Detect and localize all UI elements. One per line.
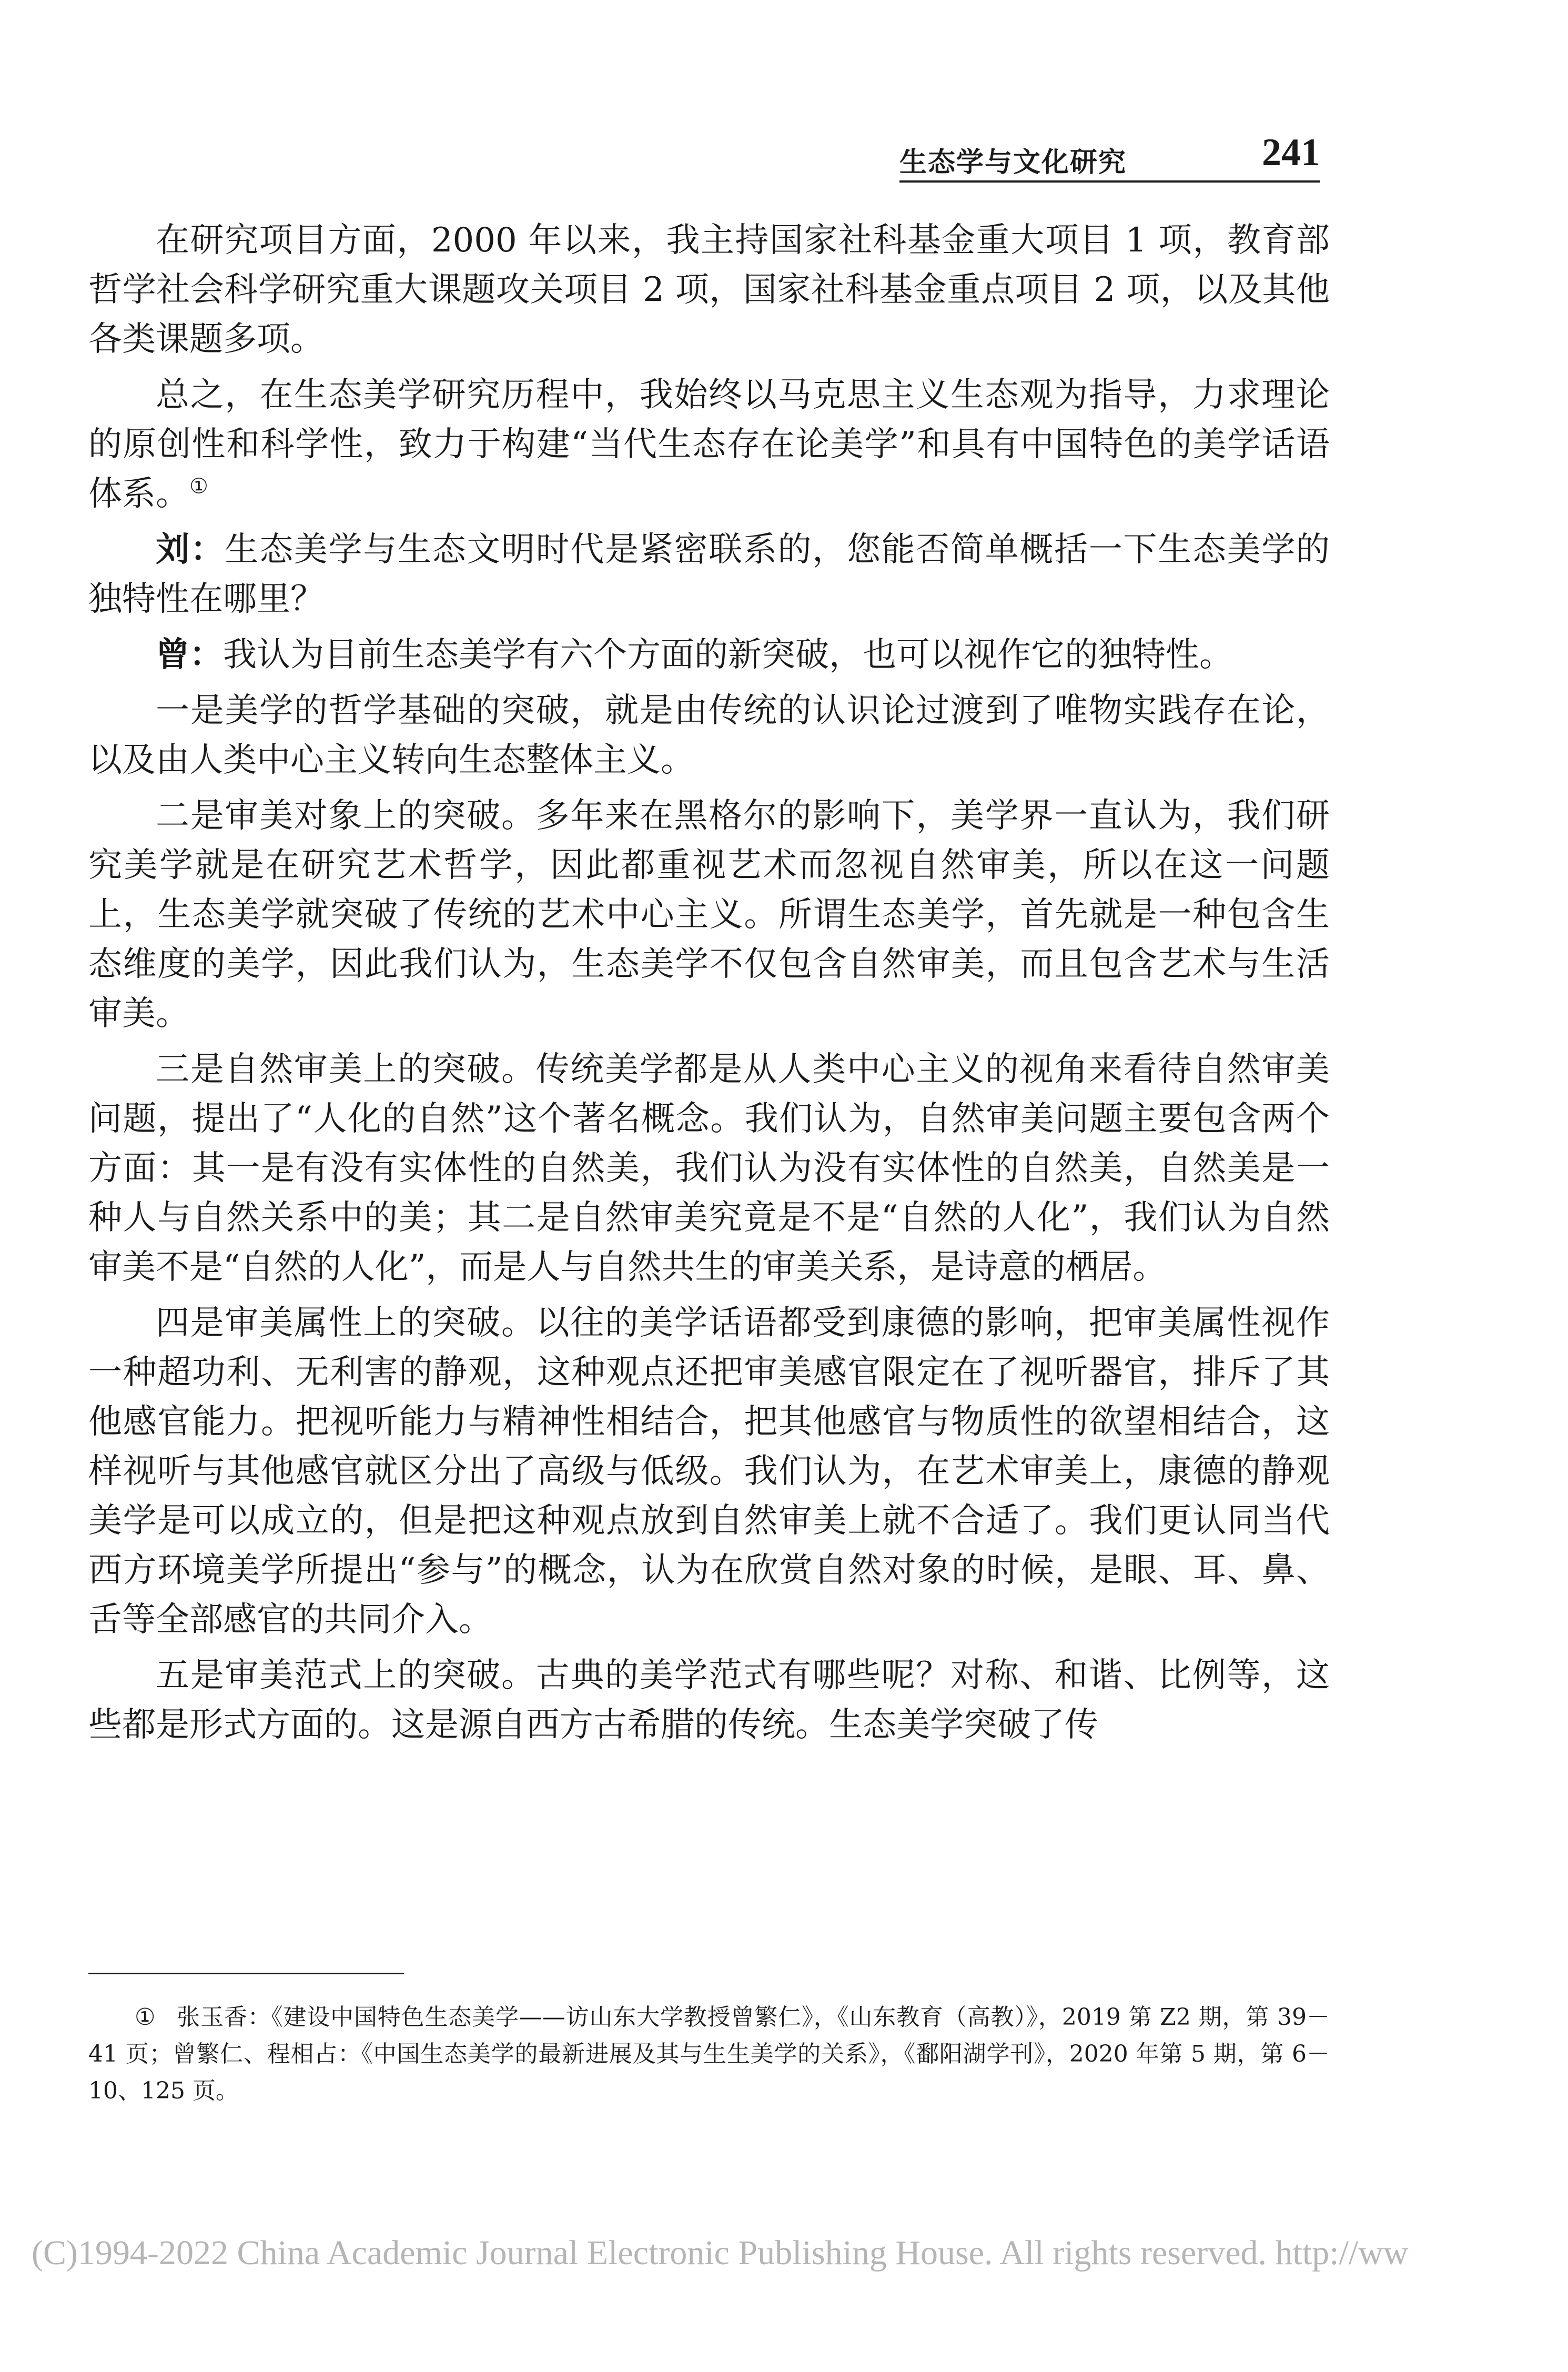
paragraph-summary-text: 总之，在生态美学研究历程中，我始终以马克思主义生态观为指导，力求理论的原创性和科学性，致力于构建“当代生态存在论美学”和具有中国特色的美学话语体系。 [88,376,1330,513]
paragraph-question [88,525,1330,624]
footnote-text: 张玉香：《建设中国特色生态美学——访山东大学教授曾繁仁》，《山东教育（高教）》，2019 第 Z2 期，第 39－41 页；曾繁仁、程相占：《中国生态美学的最新进展及其与生生美学的关系》，《鄱阳湖学刊》，2020 年第 5 期，第 6－10、125 页。 [88,2004,1330,2104]
paragraph-breakthrough-2: 二是审美对象上的突破。多年来在黑格尔的影响下，美学界一直认为，我们研究美学就是在研究艺术哲学，因此都重视艺术而忽视自然审美，所以在这一问题上，生态美学就突破了传统的艺术中心主义。所谓生态美学，首先就是一种包含生态维度的美学，因此我们认为，生态美学不仅包含自然审美，而且包含艺术与生活审美。 [88,796,1330,1033]
paragraph-breakthrough-3: 三是自然审美上的突破。传统美学都是从人类中心主义的视角来看待自然审美问题，提出了“人化的自然”这个著名概念。我们认为，自然审美问题主要包含两个方面：其一是有没有实体性的自然美，我们认为没有实体性的自然美，自然美是一种人与自然关系中的美；其二是自然审美究竟是不是“自然的人化”，我们认为自然审美不是“自然的人化”，而是人与自然共生的审美关系，是诗意的栖居。 [88,1050,1330,1287]
footnote-mark: ① [135,2004,156,2031]
paragraph-breakthrough-1: 一是美学的哲学基础的突破，就是由传统的认识论过渡到了唯物实践存在论，以及由人类中心主义转向生态整体主义。 [88,691,1330,780]
running-title: 生态学与文化研究 [899,147,1127,178]
paragraph-summary [88,370,1330,519]
page-number: 241 [1262,131,1320,174]
paragraph-breakthrough-5: 五是审美范式上的突破。古典的美学范式有哪些呢？对称、和谐、比例等，这些都是形式方面的。这是源自西方古希腊的传统。生态美学突破了传 [88,1656,1330,1744]
speaker-liu: 刘： [156,530,225,569]
footnotes [88,1999,1330,2109]
footnote-1 [88,1999,1330,2109]
paragraph-breakthrough-4: 四是审美属性上的突破。以往的美学话语都受到康德的影响，把审美属性视作一种超功利、无利害的静观，这种观点还把审美感官限定在了视听器官，排斥了其他感官能力。把视听能力与精神性相结合，把其他感官与物质性的欲望相结合，这样视听与其他感官就区分出了高级与低级。我们认为，在艺术审美上，康德的静观美学是可以成立的，但是把这种观点放到自然审美上就不合适了。我们更认同当代西方环境美学所提出“参与”的概念，认为在欣赏自然对象的时候，是眼、耳、鼻、舌等全部感官的共同介入。 [88,1304,1330,1639]
footnote-rule [88,1973,404,1974]
speaker-zeng: 曾： [156,635,223,674]
answer-text: 我认为目前生态美学有六个方面的新突破，也可以视作它的独特性。 [223,635,1233,674]
header-rule [899,180,1320,183]
question-text: 生态美学与生态文明时代是紧密联系的，您能否简单概括一下生态美学的独特性在哪里？ [88,530,1330,619]
body-text [88,216,1330,1756]
running-header [899,130,1320,178]
paragraph-answer [88,630,1330,680]
footnote-reference[interactable]: ① [189,474,208,499]
copyright-notice: (C)1994-2022 China Academic Journal Electronic Publishing House. All rights reserved. http://ww [32,2234,1409,2272]
paragraph-research-projects: 在研究项目方面，2000 年以来，我主持国家社科基金重大项目 1 项，教育部哲学社会科学研究重大课题攻关项目 2 项，国家社科基金重点项目 2 项，以及其他各类课题多项。 [88,221,1330,359]
